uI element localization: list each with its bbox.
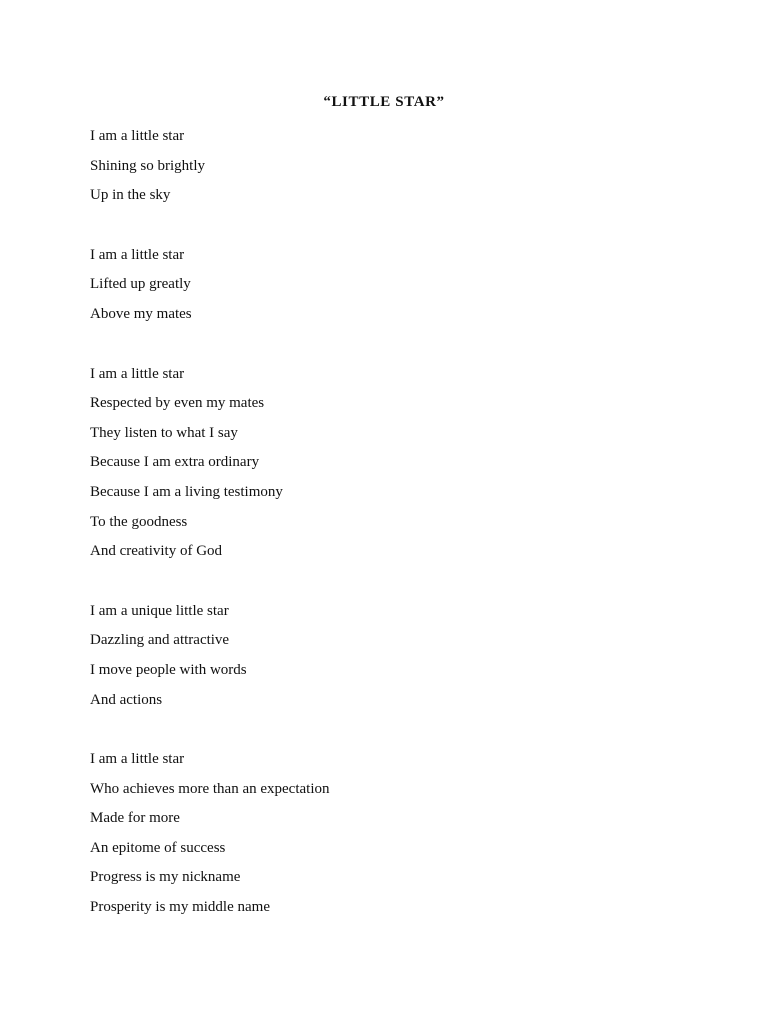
stanza-4 [90,597,690,715]
poem-line: They listen to what I say [90,424,238,441]
stanza-5 [90,745,690,923]
poem-line: Progress is my nickname [90,869,241,886]
stanza-3 [90,360,690,567]
poem-line: Dazzling and attractive [90,632,230,649]
poem-line: I am a little star [90,751,185,768]
poem-line: An epitome of success [90,839,226,856]
poem-line: Prosperity is my middle name [90,899,270,916]
poem-line: Respected by even my mates [90,395,265,412]
poem-body [90,122,690,953]
stanza-2 [90,241,690,330]
poem-line: Made for more [90,810,180,827]
poem-line: Who achieves more than an expectation [90,780,330,797]
stanza-1 [90,122,690,211]
poem-line: Up in the sky [90,187,171,204]
poem-line: I am a unique little star [90,602,229,619]
poem-line: I am a little star [90,365,185,382]
poem-line: Shining so brightly [90,157,206,174]
poem-line: To the goodness [90,513,188,530]
poem-line: And actions [90,691,163,708]
poem-line: And creativity of God [90,543,223,560]
poem-title: “LITTLE STAR” [323,94,445,110]
poem-line: Above my mates [90,305,192,322]
poem-line: Lifted up greatly [90,276,191,293]
poem-line: I am a little star [90,246,185,263]
poem-line: Because I am a living testimony [90,483,283,500]
poem-line: Because I am extra ordinary [90,454,260,471]
poem-line: I move people with words [90,661,247,678]
poem-line: I am a little star [90,128,185,144]
